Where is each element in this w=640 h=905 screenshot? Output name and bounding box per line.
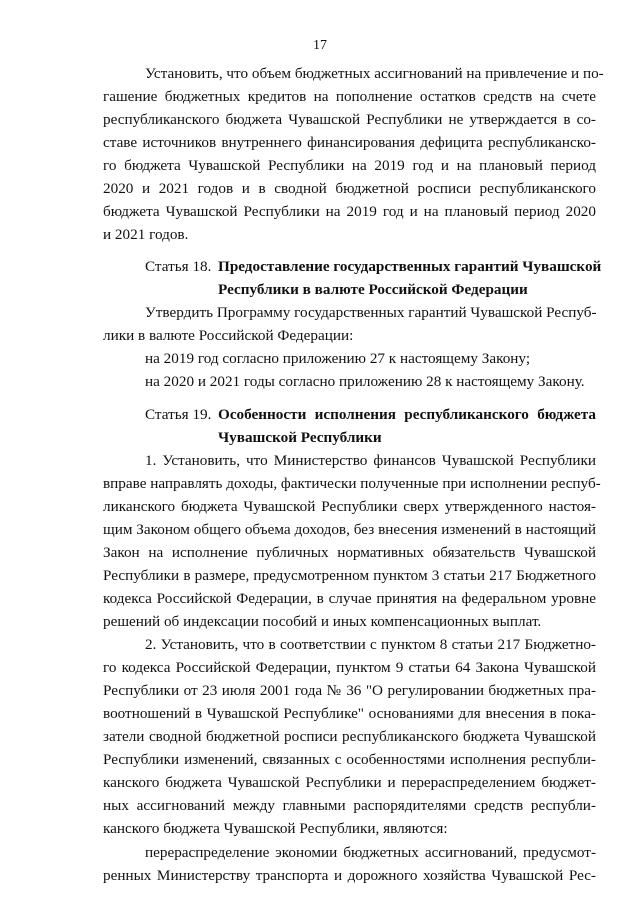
text-line: 2. Установить, что в соответствии с пунктом 8 статьи 217 Бюджетно- xyxy=(145,636,596,653)
article-19-label: Статья 19. xyxy=(145,406,212,423)
text-line: решений об индексации пособий и иных компенсационных выплат. xyxy=(103,613,542,630)
text-line: республиканского бюджета Чувашской Республики не утверждается в со- xyxy=(103,111,596,128)
list-item: на 2020 и 2021 годы согласно приложению 28 к настоящему Закону. xyxy=(145,373,585,390)
text-line: го бюджета Чувашской Республики на 2019 год и на плановый период xyxy=(103,157,596,174)
text-line: лики в валюте Российской Федерации: xyxy=(103,327,354,344)
text-line: канского бюджета Чувашской Республики, являются: xyxy=(103,820,448,837)
text-line: щим Законом общего объема доходов, без внесения изменений в настоящий xyxy=(103,521,596,538)
text-line: Закон на исполнение публичных нормативных обязательств Чувашской xyxy=(103,544,596,561)
text-line: ных ассигнований между главными распорядителями средств республи- xyxy=(103,797,596,814)
text-line: канского бюджета Чувашской Республики и перераспределением бюджет- xyxy=(103,774,596,791)
text-line: Республики в размере, предусмотренном пунктом 3 статьи 217 Бюджетного xyxy=(103,567,596,584)
article-19-title: Чувашской Республики xyxy=(218,429,382,446)
page-number: 17 xyxy=(313,38,327,53)
text-line: Республики от 23 июля 2001 года № 36 "О регулировании бюджетных пра- xyxy=(103,682,596,699)
text-line: ренных Министерству транспорта и дорожного хозяйства Чувашской Рес- xyxy=(103,867,596,884)
article-18-title: Республики в валюте Российской Федерации xyxy=(218,281,528,298)
text-line: го кодекса Российской Федерации, пунктом 9 статьи 64 Закона Чувашской xyxy=(103,659,596,676)
text-line: воотношений в Чувашской Республике" основаниями для внесения в пока- xyxy=(103,705,596,722)
text-line: и 2021 годов. xyxy=(103,226,189,243)
text-line: 1. Установить, что Министерство финансов Чувашской Республики xyxy=(145,452,596,469)
text-line: ставе источников внутреннего финансирования дефицита республиканско- xyxy=(103,134,596,151)
article-18-title: Предоставление государственных гарантий Чувашской xyxy=(218,258,602,275)
text-line: перераспределение экономии бюджетных ассигнований, предусмот- xyxy=(145,844,596,861)
text-line: Республики изменений, связанных с особенностями исполнения республи- xyxy=(103,751,596,768)
text-line: ликанского бюджета Чувашской Республики сверх утвержденного настоя- xyxy=(103,498,596,515)
text-line: кодекса Российской Федерации, в случае принятия на федеральном уровне xyxy=(103,590,596,607)
text-line: гашение бюджетных кредитов на пополнение остатков средств на счете xyxy=(103,88,596,105)
text-line: бюджета Чувашской Республики на 2019 год и на плановый период 2020 xyxy=(103,203,596,220)
text-line: Установить, что объем бюджетных ассигнований на привлечение и по- xyxy=(145,65,604,82)
article-18-label: Статья 18. xyxy=(145,258,212,275)
text-line: 2020 и 2021 годов и в сводной бюджетной росписи республиканского xyxy=(103,180,596,197)
text-line: Утвердить Программу государственных гарантий Чувашской Респуб- xyxy=(145,304,597,321)
list-item: на 2019 год согласно приложению 27 к настоящему Закону; xyxy=(145,350,531,367)
text-line: затели сводной бюджетной росписи республиканского бюджета Чувашской xyxy=(103,728,596,745)
article-19-title: Особенности исполнения республиканского бюджета xyxy=(218,406,596,423)
text-line: вправе направлять доходы, фактически полученные при исполнении респуб- xyxy=(103,475,601,492)
